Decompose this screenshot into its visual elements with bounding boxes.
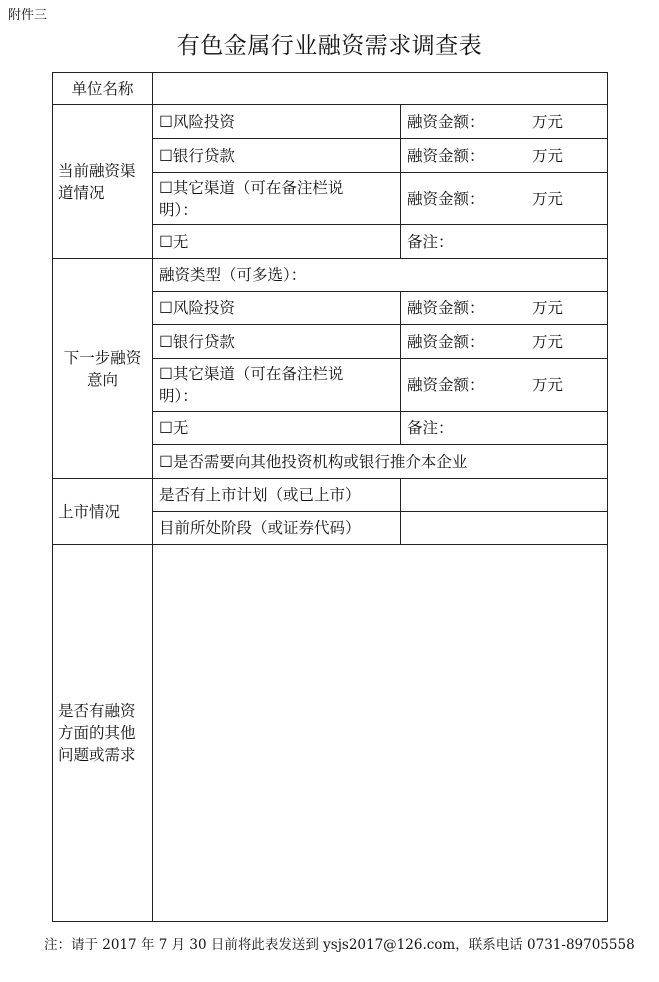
current-financing-label-cell xyxy=(53,105,153,259)
amount-unit: 万元 xyxy=(532,112,564,131)
footer-note: 注：请于 2017 年 7 月 30 日前将此表发送到 ysjs2017@126.com，联系电话 0731-89705558 xyxy=(44,937,635,953)
current-amount-cell xyxy=(401,139,608,173)
next-option-other-cell xyxy=(153,359,401,412)
table-row xyxy=(53,105,608,139)
current-option-other: ☐其它渠道（可在备注栏说明）： xyxy=(159,178,344,219)
current-amount-cell xyxy=(401,105,608,139)
listing-plan-question: 是否有上市计划（或已上市） xyxy=(153,479,401,512)
amount-unit: 万元 xyxy=(532,146,564,165)
amount-label: 融资金额： xyxy=(407,189,485,208)
other-questions-answer xyxy=(153,545,608,922)
current-remark-label: 备注： xyxy=(401,225,608,259)
financing-type-prompt: 融资类型（可多选）： xyxy=(153,259,608,292)
next-amount-cell xyxy=(401,325,608,359)
current-option-bank-loan: ☐银行贷款 xyxy=(153,139,401,173)
current-financing-label: 当前融资渠道情况 xyxy=(58,161,136,202)
current-option-venture: ☐风险投资 xyxy=(153,105,401,139)
current-option-other-cell xyxy=(153,173,401,225)
next-option-bank-loan: ☐银行贷款 xyxy=(153,325,401,359)
form-title: 有色金属行业融资需求调查表 xyxy=(176,33,483,59)
amount-label: 融资金额： xyxy=(407,376,485,394)
next-amount-cell xyxy=(401,292,608,325)
next-option-none: ☐无 xyxy=(153,412,401,445)
table-row xyxy=(53,259,608,292)
table-row xyxy=(53,545,608,922)
amount-unit: 万元 xyxy=(532,189,564,208)
next-option-other: ☐其它渠道（可在备注栏说明）： xyxy=(159,365,344,405)
next-remark-label: 备注： xyxy=(401,412,608,445)
table-row xyxy=(53,479,608,512)
listing-plan-answer xyxy=(401,479,608,512)
other-questions-label-cell xyxy=(53,545,153,922)
attachment-label: 附件三 xyxy=(8,8,48,23)
company-name-label: 单位名称 xyxy=(53,73,153,105)
amount-label: 融资金额： xyxy=(407,299,485,317)
listing-label: 上市情况 xyxy=(53,479,153,545)
amount-unit: 万元 xyxy=(532,376,564,394)
company-name-row xyxy=(53,73,608,105)
current-option-none: ☐无 xyxy=(153,225,401,259)
current-amount-cell xyxy=(401,173,608,225)
amount-label: 融资金额： xyxy=(407,332,485,351)
company-name-value xyxy=(153,73,608,105)
next-amount-cell xyxy=(401,359,608,412)
next-option-venture: ☐风险投资 xyxy=(153,292,401,325)
survey-table xyxy=(52,72,608,922)
listing-stage-question: 目前所处阶段（或证券代码） xyxy=(153,512,401,545)
listing-stage-answer xyxy=(401,512,608,545)
amount-unit: 万元 xyxy=(532,332,564,351)
next-financing-label: 下一步融资意向 xyxy=(63,348,142,389)
amount-label: 融资金额： xyxy=(407,112,485,131)
next-financing-label-cell xyxy=(53,259,153,479)
other-questions-label: 是否有融资方面的其他问题或需求 xyxy=(58,702,136,764)
recommend-option: ☐是否需要向其他投资机构或银行推介本企业 xyxy=(153,445,608,479)
amount-label: 融资金额： xyxy=(407,146,485,165)
amount-unit: 万元 xyxy=(532,299,564,317)
